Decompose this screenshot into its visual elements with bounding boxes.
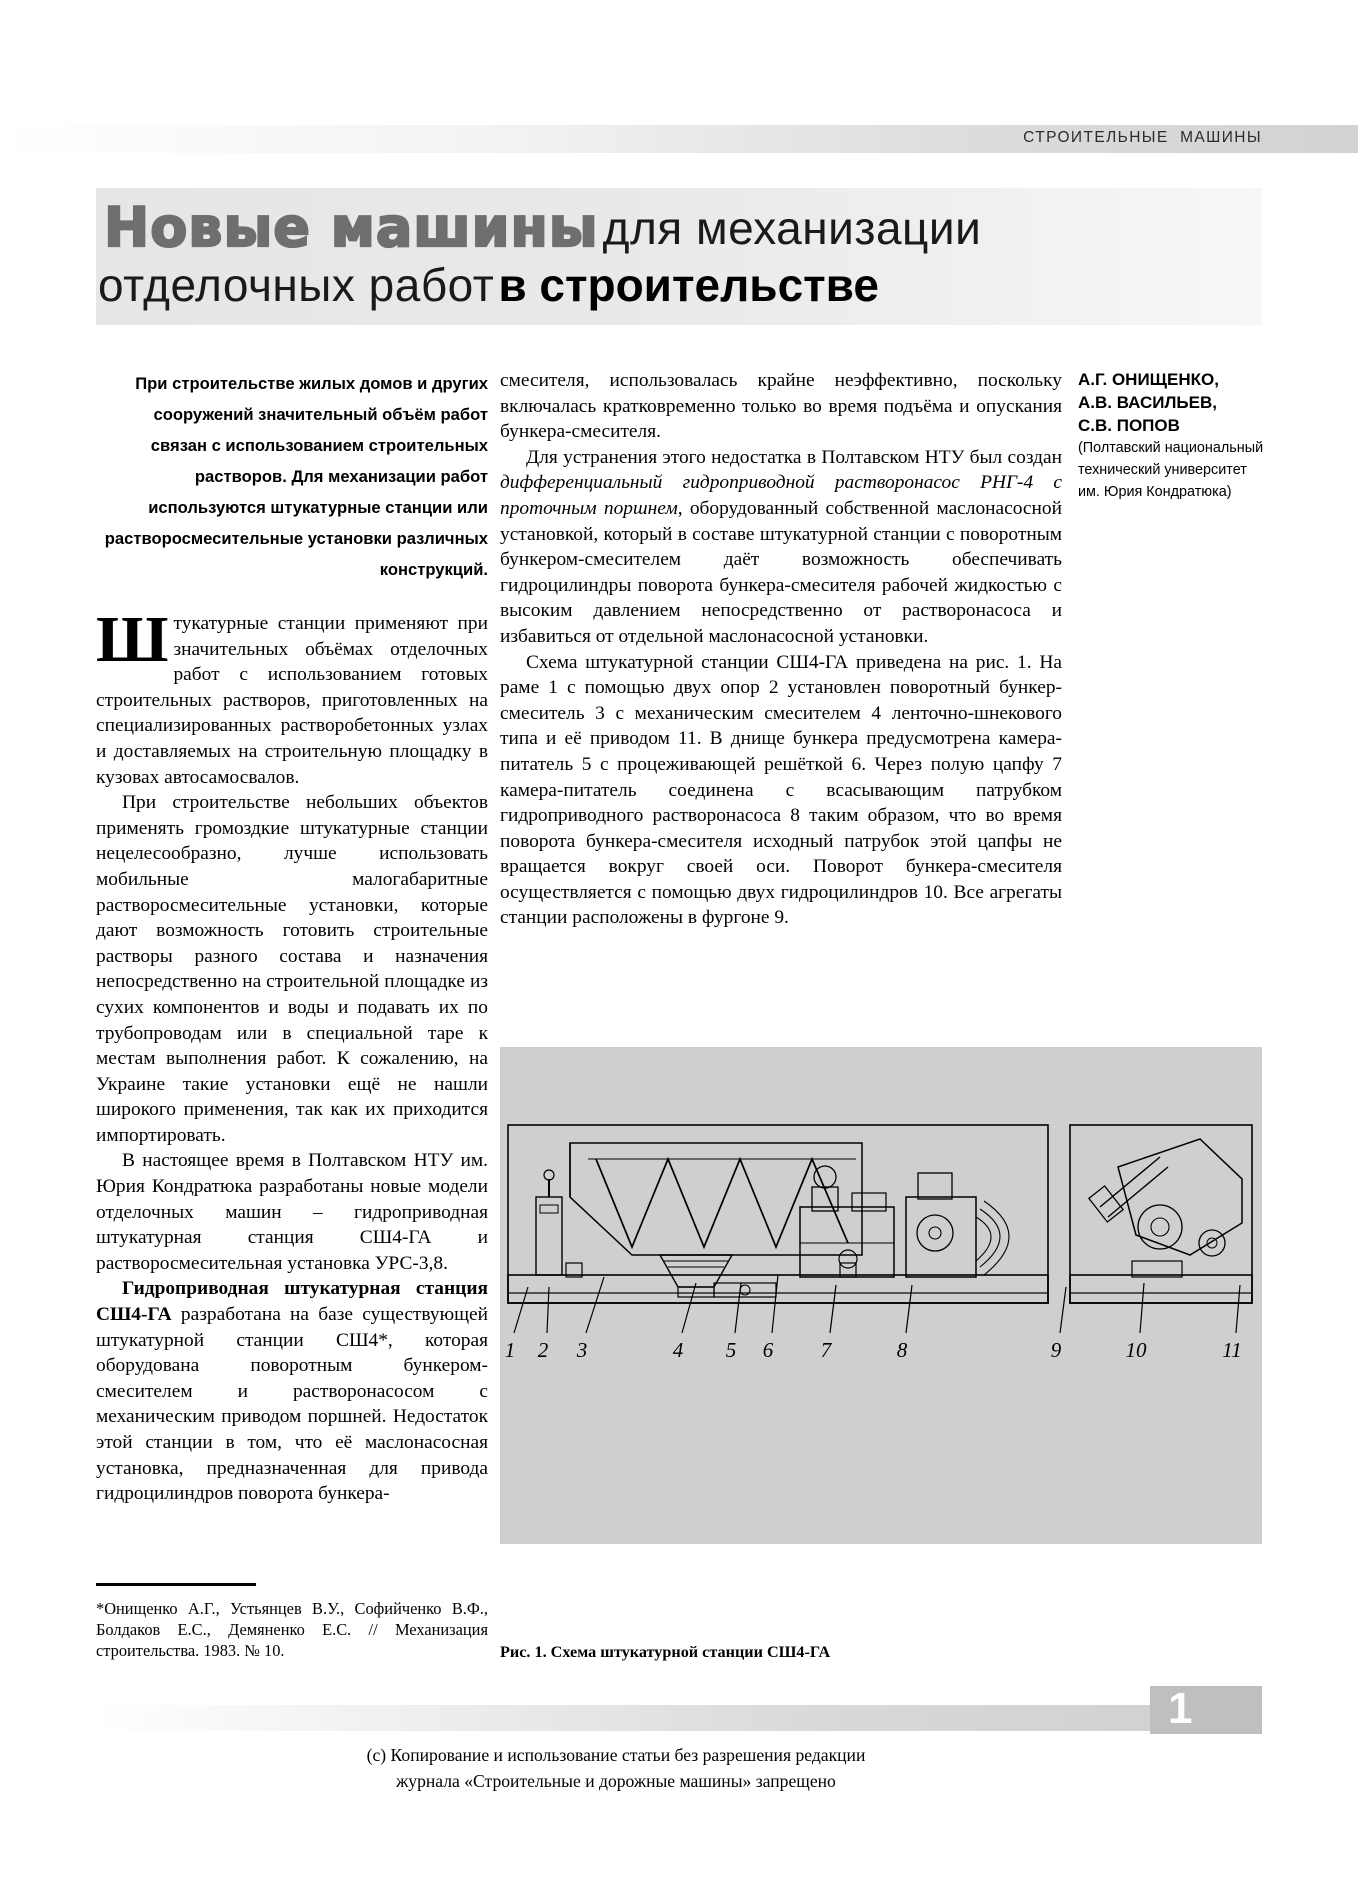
mid-paragraph-2-a: Для устранения этого недостатка в Полтавском НТУ был создан [526, 446, 1062, 468]
author-1: А.Г. ОНИЩЕНКО, [1078, 370, 1219, 389]
copyright-notice [96, 1742, 1136, 1794]
copyright-line-1: (с) Копирование и использование статьи без разрешения редакции [366, 1745, 866, 1765]
body-paragraph-1-text: тукатурные станции применяют при значительных объёмах отделочных работ с использованием готовых строительных растворов, приготовленных на специализированных растворобетонных узлах и доставляемых на строительную площадку в кузовах автосамосвалов. [96, 613, 488, 788]
body-paragraph-4 [96, 1276, 488, 1506]
body-paragraph-4-text: разработана на базе существующей штукатурной станции СШ4*, которая оборудована поворотным бункером-смесителем и растворонасосом с механическим приводом поршней. Недостаток этой станции в том, что её маслонасосная установка, предназначенная для привода гидроцилиндров поворота бункера- [96, 1304, 488, 1505]
footer-band [96, 1705, 1262, 1731]
author-3: С.В. ПОПОВ [1078, 416, 1180, 435]
figure-callout-6: 6 [762, 1338, 774, 1362]
footnote-block [96, 1583, 488, 1661]
body-paragraph-1 [96, 603, 488, 790]
mid-paragraph-1: смесителя, использовалась крайне неэффективно, поскольку включалась кратковременно только во время подъёма и опускания бункера-смесителя. [500, 370, 1062, 443]
right-column [1078, 368, 1264, 503]
figure-callout-5: 5 [725, 1338, 737, 1362]
copyright-line-2: журнала «Строительные и дорожные машины» запрещено [396, 1771, 836, 1791]
footnote-divider [96, 1583, 256, 1586]
title-light-part-1: для механизации [602, 202, 982, 254]
figure-1-drawing [500, 1047, 1262, 1544]
left-column [96, 368, 488, 1507]
mid-paragraph-2 [500, 445, 1062, 650]
page-title [96, 186, 1266, 326]
figure-callout-10: 10 [1125, 1338, 1147, 1362]
lead-paragraph: При строительстве жилых домов и других сооружений значительный объём работ связан с использованием строительных растворов. Для механизации работ используются штукатурные станции или растворосмесительные установки различных конструкций. [104, 374, 488, 579]
figure-1 [500, 1047, 1262, 1544]
middle-column [500, 368, 1062, 931]
figure-callout-7: 7 [820, 1338, 832, 1362]
machine-name-bold: Гидроприводная штукатурная станция СШ4-ГА [96, 1278, 488, 1326]
title-heavy-part: Новые машины [104, 196, 599, 259]
figure-caption: Рис. 1. Схема штукатурной станции СШ4-ГА [500, 1643, 831, 1661]
figure-callout-8: 8 [896, 1338, 908, 1362]
figure-callout-2: 2 [537, 1338, 549, 1362]
figure-callout-3: 3 [576, 1338, 588, 1362]
author-list [1078, 368, 1264, 437]
title-bold-part: в строительстве [498, 259, 879, 311]
figure-callout-4: 4 [672, 1338, 684, 1362]
figure-callout-9: 9 [1050, 1338, 1062, 1362]
pump-name-italic: дифференциальный гидроприводной растворонасос РНГ-4 с проточным поршнем [500, 472, 1062, 519]
mid-paragraph-3: Схема штукатурной станции СШ4-ГА приведена на рис. 1. На раме 1 с помощью двух опор 2 установлен поворотный бункер-смеситель 3 с механическим смесителем 4 ленточно-шнекового типа и её приводом 11. В днище бункера предусмотрена камера-питатель 5 с процеживающей решёткой 6. Через полую цапфу 7 камера-питатель соединена с всасывающим патрубком гидроприводного растворонасоса 8 таким образом, что во время поворота бункера-смесителя исходный патрубок этой цапфы не вращается вокруг своей оси. Поворот бункера-смесителя осуществляется с помощью двух гидроцилиндров 10. Все агрегаты станции расположены в фургоне 9. [500, 651, 1062, 929]
footnote-text: *Онищенко А.Г., Устьянцев В.У., Софийченко В.Ф., Болдаков Е.С., Демяненко Е.С. // Механизация строительства. 1983. № 10. [96, 1599, 488, 1660]
title-light-part-2: отделочных работ [98, 259, 495, 311]
mid-paragraph-2-b: , оборудованный собственной маслонасосной установкой, который в составе штукатурной станции с поворотным бункером-смесителем даёт возможность обеспечивать гидроцилиндры поворота бункера-смесителя рабочей жидкостью с высоким давлением непосредственно от растворонасоса и избавиться от отдельной маслонасосной установки. [500, 497, 1062, 647]
page-number: 1 [1168, 1684, 1193, 1733]
figure-callout-1: 1 [504, 1338, 516, 1362]
body-paragraph-3: В настоящее время в Полтавском НТУ им. Юрия Кондратюка разработаны новые модели отделочных машин – гидроприводная штукатурная станция СШ4-ГА и растворосмесительная установка УРС-3,8. [96, 1150, 488, 1274]
figure-callout-11: 11 [1222, 1338, 1242, 1362]
running-header-text: СТРОИТЕЛЬНЫЕ МАШИНЫ [1023, 129, 1262, 146]
author-2: А.В. ВАСИЛЬЕВ, [1078, 393, 1217, 412]
author-affiliation: (Полтавский национальный технический университет им. Юрия Кондратюка) [1078, 440, 1264, 500]
page-number-box [1150, 1686, 1262, 1734]
drop-cap: Ш [96, 603, 169, 676]
body-paragraph-2: При строительстве небольших объектов применять громоздкие штукатурные станции нецелесообразно, лучше использовать мобильные малогабаритные растворосмесительные установки, которые дают возможность готовить строительные растворы разного состава и назначения непосредственно на строительной площадке из сухих компонентов и воды и подавать их по трубопроводам или в специальной таре к местам выполнения работ. К сожалению, на Украине такие установки ещё не нашли широкого применения, так как их приходится импортировать. [96, 792, 488, 1146]
